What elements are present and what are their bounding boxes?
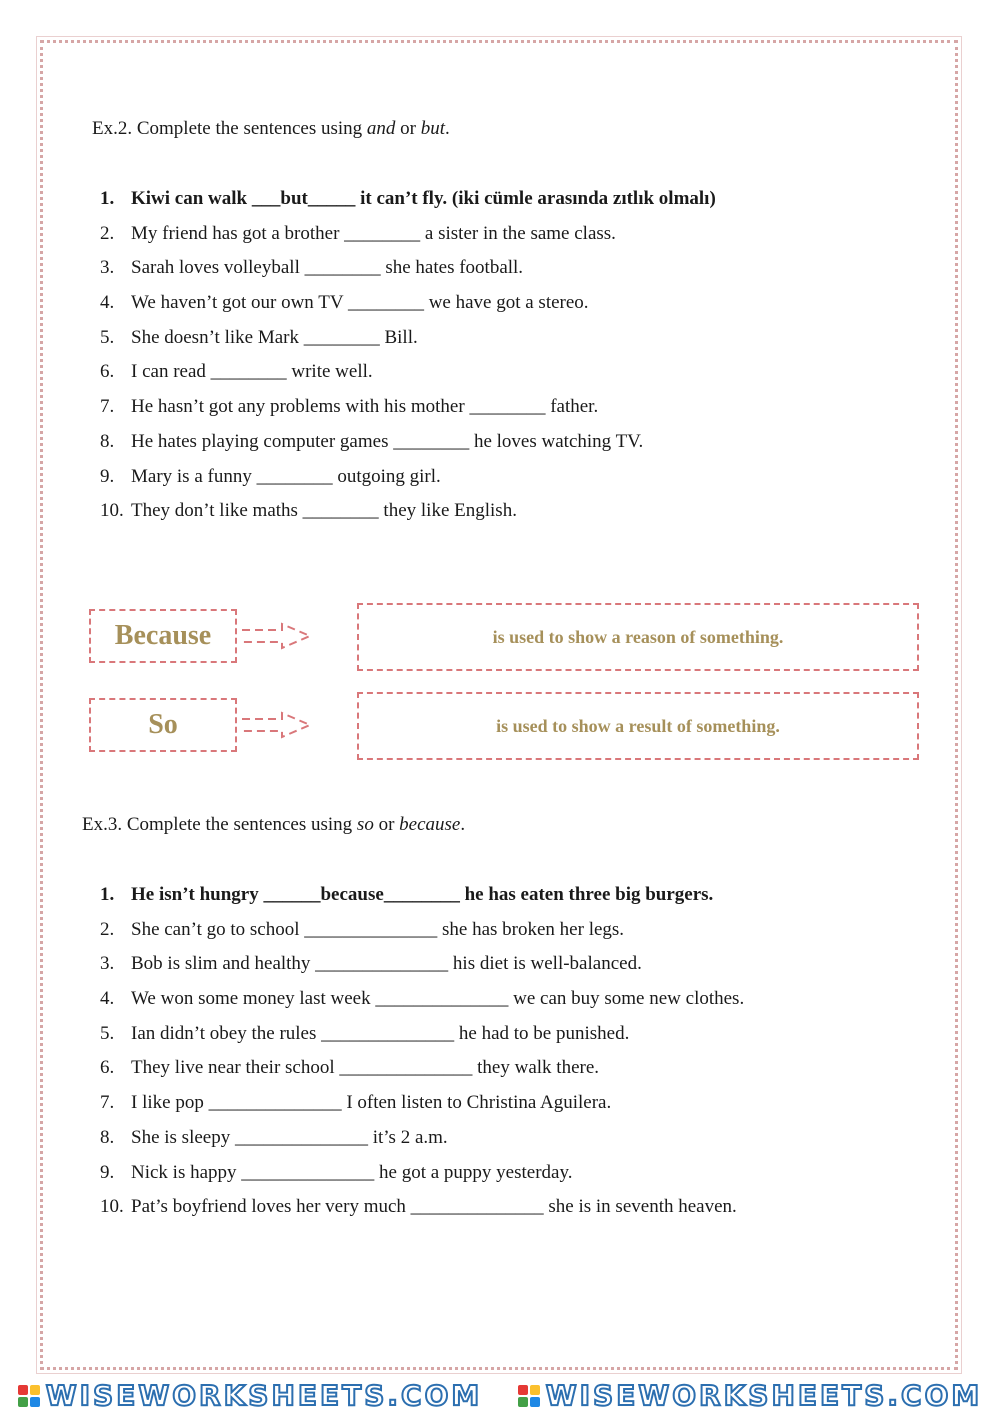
item-number: 3.: [100, 953, 115, 975]
brand-text: WISEWORKSHEETS.COM: [545, 1379, 983, 1412]
logo-icon: [18, 1385, 40, 1407]
ex2-heading-mid: or: [395, 118, 421, 139]
item-text: They don’t like maths ________ they like English.: [131, 500, 517, 522]
ex2-heading-end: .: [445, 118, 450, 139]
item-text: We won some money last week ______________ we can buy some new clothes.: [131, 988, 745, 1010]
ex2-heading-prefix: Ex.2. Complete the sentences using: [92, 118, 367, 139]
list-item: [100, 390, 716, 425]
list-item: [100, 355, 716, 390]
list-item: [100, 425, 716, 460]
item-text: Bob is slim and healthy ______________ his diet is well-balanced.: [131, 953, 642, 975]
item-number: 4.: [100, 988, 115, 1010]
item-number: 7.: [100, 1092, 115, 1114]
ex3-heading: [82, 814, 465, 836]
ex3-list: [100, 878, 744, 1225]
list-item: [100, 1086, 744, 1121]
list-item: [100, 321, 716, 356]
list-item: [100, 1017, 744, 1052]
list-item: [100, 913, 744, 948]
item-text: We haven’t got our own TV ________ we have got a stereo.: [131, 292, 589, 314]
ex3-heading-word-so: so: [356, 814, 374, 835]
item-text: I can read ________ write well.: [131, 361, 373, 383]
item-text: Kiwi can walk ___but_____ it can’t fly. (iki cümle arasında zıtlık olmalı): [131, 188, 716, 209]
so-description-box: [357, 692, 919, 760]
item-number: 3.: [100, 257, 115, 279]
list-item: [100, 460, 716, 495]
item-text: He hasn’t got any problems with his mother ________ father.: [131, 396, 599, 418]
item-number: 10.: [100, 500, 124, 522]
because-box: [89, 609, 237, 663]
item-text: Pat’s boyfriend loves her very much ______________ she is in seventh heaven.: [131, 1196, 737, 1218]
item-number: 8.: [100, 430, 115, 452]
item-text: Mary is a funny ________ outgoing girl.: [131, 465, 441, 487]
list-item: [100, 1121, 744, 1156]
item-text: Nick is happy ______________ he got a puppy yesterday.: [131, 1161, 573, 1183]
list-item: [100, 1156, 744, 1191]
item-number: 5.: [100, 1022, 115, 1044]
item-text: She can’t go to school ______________ she has broken her legs.: [131, 918, 625, 940]
because-description-box: [357, 603, 919, 671]
so-box: [89, 698, 237, 752]
ex3-heading-prefix: Ex.3. Complete the sentences using: [82, 814, 357, 835]
item-number: 4.: [100, 292, 115, 314]
list-item: [100, 982, 744, 1017]
item-number: 8.: [100, 1126, 115, 1148]
item-text: I like pop ______________ I often listen to Christina Aguilera.: [131, 1092, 612, 1114]
so-arrow-icon: [240, 711, 312, 739]
ex3-heading-mid: or: [373, 814, 400, 835]
item-text: She is sleepy ______________ it’s 2 a.m.: [131, 1126, 448, 1148]
item-number: 9.: [100, 465, 115, 487]
ex2-heading-word-and: and: [366, 118, 396, 139]
item-text: Sarah loves volleyball ________ she hates football.: [131, 257, 524, 279]
item-number: 7.: [100, 396, 115, 418]
item-text: He isn’t hungry ______because________ he has eaten three big burgers.: [131, 884, 714, 905]
item-text: They live near their school ______________ they walk there.: [131, 1057, 600, 1079]
so-description: is used to show a result of something.: [496, 715, 780, 736]
because-word: Because: [114, 620, 212, 651]
list-item: [100, 878, 744, 913]
item-text: He hates playing computer games ________ he loves watching TV.: [131, 430, 644, 452]
item-number: 9.: [100, 1161, 115, 1183]
logo-icon: [518, 1385, 540, 1407]
item-number: 1.: [100, 884, 115, 905]
item-number: 2.: [100, 918, 115, 940]
item-number: 6.: [100, 1057, 115, 1079]
item-number: 1.: [100, 188, 115, 209]
item-number: 6.: [100, 361, 115, 383]
list-item: [100, 286, 716, 321]
because-description: is used to show a reason of something.: [492, 626, 784, 647]
item-number: 5.: [100, 326, 115, 348]
so-word: So: [148, 709, 178, 740]
item-text: She doesn’t like Mark ________ Bill.: [131, 326, 418, 348]
item-number: 10.: [100, 1196, 124, 1218]
ex2-list: [100, 182, 716, 529]
list-item: [100, 1190, 744, 1225]
item-text: My friend has got a brother ________ a sister in the same class.: [131, 222, 616, 244]
item-number: 2.: [100, 222, 115, 244]
footer-brand: [518, 1379, 983, 1412]
footer-brand: [18, 1379, 483, 1412]
list-item: [100, 251, 716, 286]
brand-text: WISEWORKSHEETS.COM: [45, 1379, 483, 1412]
ex3-heading-end: .: [460, 814, 466, 835]
item-text: Ian didn’t obey the rules ______________ he had to be punished.: [131, 1022, 630, 1044]
ex2-heading-word-but: but: [420, 118, 446, 139]
list-item: [100, 494, 716, 529]
footer-watermark: [0, 1378, 1000, 1413]
ex3-heading-word-because: because: [399, 814, 461, 835]
list-item: [100, 947, 744, 982]
list-item: [100, 1051, 744, 1086]
ex2-heading: [92, 118, 450, 140]
because-arrow-icon: [240, 622, 312, 650]
list-item: [100, 182, 716, 217]
list-item: [100, 217, 716, 252]
